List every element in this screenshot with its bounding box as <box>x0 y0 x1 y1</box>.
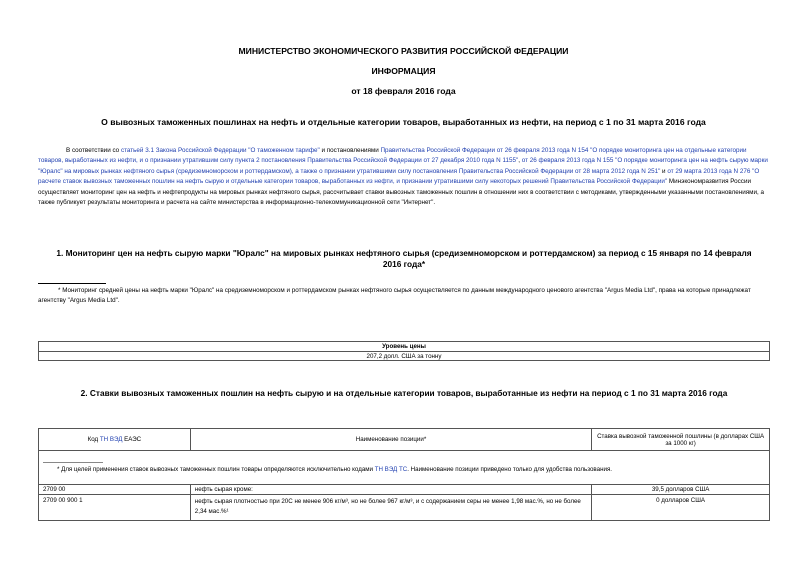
col-header-code: Код ТН ВЭД ЕАЭС <box>39 429 191 451</box>
table-row <box>39 495 770 521</box>
price-header: Уровень цены <box>39 342 770 352</box>
ministry-name: МИНИСТЕРСТВО ЭКОНОМИЧЕСКОГО РАЗВИТИЯ РОССИЙСКОЙ ФЕДЕРАЦИИ <box>238 46 569 56</box>
section-2-heading: 2. Ставки вывозных таможенных пошлин на нефть сырую и на отдельные категории товаров, выработанные из нефти на период с 1 по 31 марта 2016 года <box>80 388 728 398</box>
law-link[interactable]: статьей 3.1 Закона Российской Федерации "О таможенном тарифе" <box>120 147 320 154</box>
intro-text: и <box>660 167 668 175</box>
duty-rates-table <box>38 428 770 521</box>
price-table <box>38 341 770 361</box>
intro-paragraph <box>38 146 770 208</box>
document-title: О вывозных таможенных пошлинах на нефть и отдельные категории товаров, выработанных из нефти, на период с 1 по 31 марта 2016 года <box>101 117 706 127</box>
footnote-divider <box>38 283 106 284</box>
col-header-name: Наименование позиции* <box>190 429 591 451</box>
intro-text: и постановлениями <box>319 147 381 154</box>
decree-276-link[interactable]: от 29 марта 2013 года N 276 "О расчете ставок вывозных таможенных пошлин на нефть сырую и отдельные категории товаров, выработанных из нефти, и признании утратившими силу некоторых решений Правительства Российской Федерации" <box>38 167 760 186</box>
row-rate: 0 долларов США <box>592 495 770 521</box>
tn-ved-ts-link[interactable]: ТН ВЭД ТС <box>374 466 408 473</box>
row-name: нефть сырая кроме: <box>190 485 591 495</box>
section-1-footnote: * Мониторинг средней цены на нефть марки "Юралс" на средиземноморском и роттердамском рынках нефтяного сырья осуществляется по данным международного ценового агентства "Argus Media Ltd", права на которые принадлежат агентству "Argus Media Ltd". <box>38 287 751 305</box>
note-divider <box>43 462 103 463</box>
intro-text: , <box>518 157 522 165</box>
tn-ved-link[interactable]: ТН ВЭД <box>99 436 123 443</box>
document-type: ИНФОРМАЦИЯ <box>371 66 436 76</box>
table-row <box>39 485 770 495</box>
row-code: 2709 00 900 1 <box>39 495 191 521</box>
row-name: нефть сырая плотностью при 20С не менее 906 кг/м³, но не более 967 кг/м³, и с содержанием серы не менее 1,98 мас.%, но не более 2,34 мас.%¹ <box>190 495 591 521</box>
col-header-rate: Ставка вывозной таможенной пошлины (в долларах США за 1000 кг) <box>592 429 770 451</box>
row-rate: 39,5 долларов США <box>592 485 770 495</box>
price-value: 207,2 долл. США за тонну <box>39 352 770 361</box>
intro-text: Минэкономразвития России осуществляет мониторинг цен на нефть и нефтепродукты на мировых рынках нефтяного сырья, рассчитывает ставки вывозных таможенных пошлин в отношении них в соответствии с методиками, утвержденными указанными постановлениями, а также публикует результаты мониторинга и расчета на сайте министерства в информационно-телекоммуникационной сети "Интернет". <box>38 178 765 207</box>
document-date: от 18 февраля 2016 года <box>351 86 456 96</box>
table-note-row: * Для целей применения ставок вывозных таможенных пошлин товары определяются исключительно кодами ТН ВЭД ТС. Наименование позиции приведено только для удобства пользования. <box>39 451 770 485</box>
intro-text: В соответствии со <box>66 147 121 154</box>
row-code: 2709 00 <box>39 485 191 495</box>
decree-154-link[interactable]: Правительства Российской Федерации от 26 февраля 2013 года N 154 "О порядке мониторинга цен на отдельные категории товаров, выработанных из нефти, и о признании утратившим силу пункта 2 постановления Правительства Российской Федерации от 27 декабря 2010 года N 1155" <box>38 147 747 165</box>
decree-155-link[interactable]: от 26 февраля 2013 года N 155 "О порядке мониторинга цен на нефть сырую марки "Юралс" на мировых рынках нефтяного сырья (средиземноморском и роттердамском), а также о признании утратившими силу постановления Правительства Российской Федерации от 28 марта 2012 года N 251" <box>38 157 768 175</box>
section-1-heading: 1. Мониторинг цен на нефть сырую марки "Юралс" на мировых рынках нефтяного сырья (средиземноморском и роттердамском) за период с 15 января по 14 февраля 2016 года* <box>56 248 752 269</box>
